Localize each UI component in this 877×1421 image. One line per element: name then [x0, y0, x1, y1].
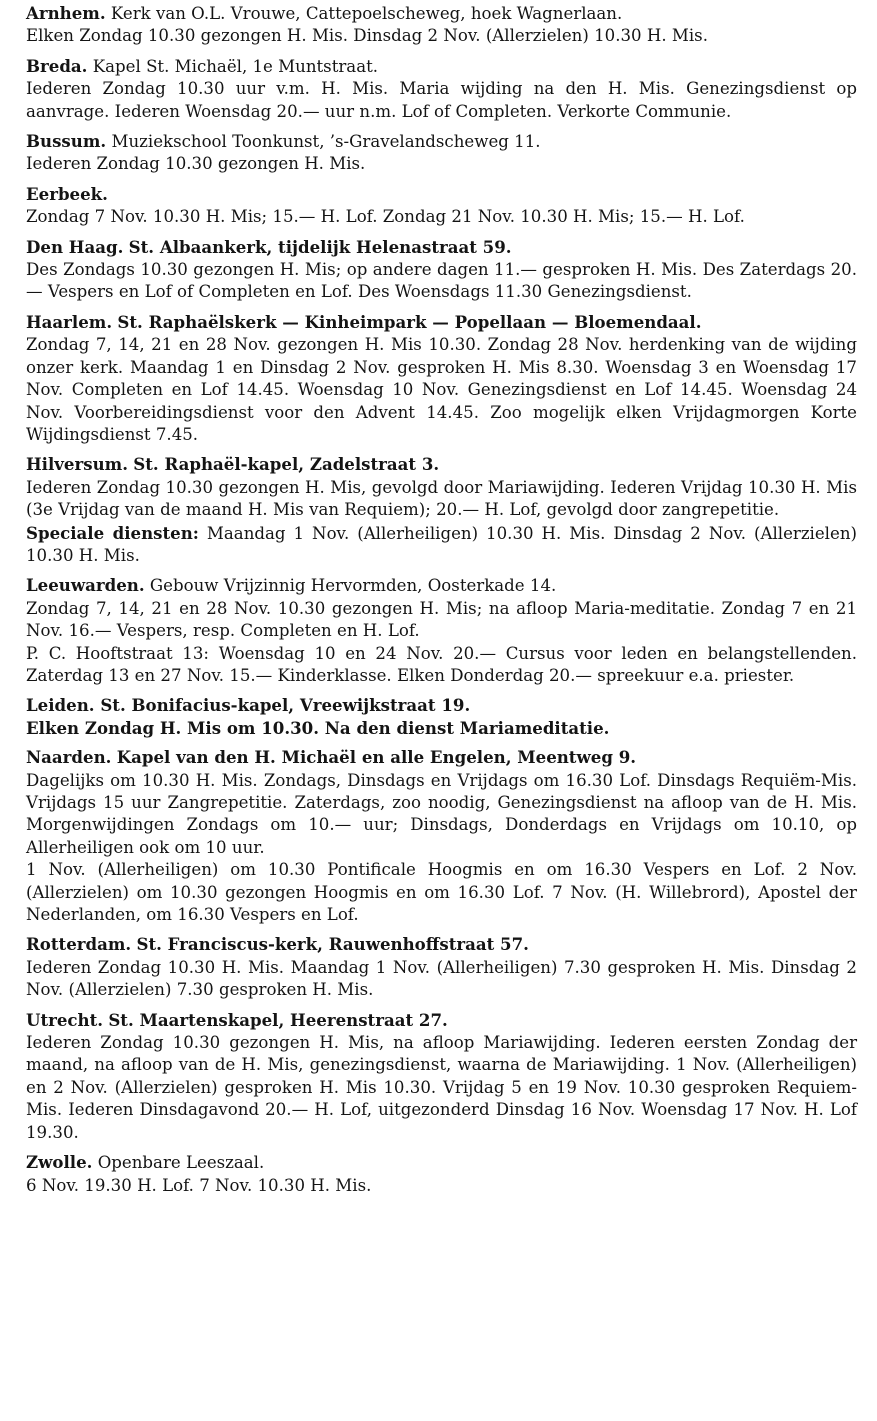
city-name: Breda.	[26, 55, 88, 76]
schedule-text: Zondag 7, 14, 21 en 28 Nov. gezongen H. Mis 10.30. Zondag 28 Nov. herdenking van de wijding onzer kerk. Maandag 1 en Dinsdag 2 Nov. gesproken H. Mis 8.30. Woensdag 3 en Woensdag 17 Nov. Completen en Lof 14.45. Woensdag 10 Nov. Genezingsdienst en Lof 14.45. Woensdag 24 Nov. Voorbereidingsdienst voor den Advent 14.45. Zoo mogelijk elken Vrijdagmorgen Korte Wijdingsdienst 7.45.	[26, 335, 857, 444]
location: Openbare Leeszaal.	[97, 1153, 265, 1173]
location: Kapel van den H. Michaël en alle Engelen, Meentweg 9.	[116, 747, 637, 768]
entry-rotterdam	[26, 933, 857, 1001]
entry-arnhem	[26, 2, 857, 48]
entry-heading	[26, 453, 857, 476]
entry-heading	[26, 694, 857, 716]
entry-hilversum	[26, 453, 857, 567]
schedule-text: Zondag 7, 14, 21 en 28 Nov. 10.30 gezongen H. Mis; na afloop Maria-meditatie. Zondag 7 en 21 Nov. 16.— Vespers, resp. Completen en H. Lof.	[26, 598, 857, 641]
city-name: Bussum.	[26, 131, 107, 152]
city-name: Naarden.	[26, 747, 112, 768]
city-name: Den Haag.	[26, 236, 124, 257]
entry-breda	[26, 55, 857, 123]
schedule-text: Elken Zondag 10.30 gezongen H. Mis. Dinsdag 2 Nov. (Allerzielen) 10.30 H. Mis.	[26, 26, 708, 46]
location: Kerk van O.L. Vrouwe, Cattepoelscheweg, hoek Wagnerlaan.	[110, 4, 623, 23]
schedule-text: P. C. Hooftstraat 13: Woensdag 10 en 24 Nov. 20.— Cursus voor leden en belangstellenden. Zaterdag 13 en 27 Nov. 15.— Kinderklasse. Elken Donderdag 20.— spreekuur e.a. priester.	[26, 643, 857, 685]
city-name: Zwolle.	[26, 1152, 93, 1173]
location: Muziekschool Toonkunst, ’s-Gravelandscheweg 11.	[111, 132, 541, 152]
entry-heading	[26, 183, 857, 206]
schedule-text: Dagelijks om 10.30 H. Mis. Zondags, Dinsdags en Vrijdags om 16.30 Lof. Dinsdags Requiëm-Mis. Vrijdags 15 uur Zangrepetitie. Zaterdags, zoo noodig, Genezingsdienst na afloop van de H. Mis. Morgenwijdingen Zondags om 10.— uur; Dinsdags, Donderdags en Vrijdags om 10.10, op Allerheiligen ook om 10 uur.	[26, 770, 857, 857]
city-name: Hilversum.	[26, 454, 128, 475]
entry-heading	[26, 746, 857, 769]
entry-leiden	[26, 694, 857, 739]
location: St. Franciscus-kerk, Rauwenhoffstraat 57.	[136, 934, 529, 955]
entry-haarlem	[26, 311, 857, 446]
entry-utrecht	[26, 1009, 857, 1144]
city-name: Rotterdam.	[26, 934, 132, 955]
entry-zwolle	[26, 1151, 857, 1197]
schedule-text: Des Zondags 10.30 gezongen H. Mis; op andere dagen 11.— gesproken H. Mis. Des Zaterdags 20.— Vespers en Lof of Completen en Lof. Des Woensdags 11.30 Genezingsdienst.	[26, 260, 857, 302]
schedule-text: Iederen Zondag 10.30 gezongen H. Mis.	[26, 154, 366, 174]
entry-heading	[26, 55, 857, 78]
special-services	[26, 522, 857, 568]
special-services-label: Speciale diensten:	[26, 522, 199, 543]
entry-heading	[26, 933, 857, 956]
location: St. Raphaël-kapel, Zadelstraat 3.	[133, 454, 440, 475]
schedule-text: Elken Zondag H. Mis om 10.30. Na den dienst Mariameditatie.	[26, 717, 610, 738]
entry-heading	[26, 2, 857, 25]
entry-den-haag	[26, 236, 857, 304]
entry-heading	[26, 574, 857, 597]
city-name: Utrecht.	[26, 1009, 104, 1030]
entry-heading	[26, 1151, 857, 1174]
location: Kapel St. Michaël, 1e Muntstraat.	[92, 56, 379, 76]
schedule-text: Iederen Zondag 10.30 gezongen H. Mis, gevolgd door Mariawijding. Iederen Vrijdag 10.30 H. Mis (3e Vrijdag van de maand H. Mis van Requiem); 20.— H. Lof, gevolgd door zangrepetitie.	[26, 477, 857, 520]
schedule-text: Zondag 7 Nov. 10.30 H. Mis; 15.— H. Lof. Zondag 21 Nov. 10.30 H. Mis; 15.— H. Lof.	[26, 207, 745, 227]
schedule-text: 1 Nov. (Allerheiligen) om 10.30 Pontificale Hoogmis en om 16.30 Vespers en Lof. 2 Nov. (Allerzielen) om 10.30 gezongen Hoogmis en om 16.30 Lof. 7 Nov. (H. Willebrord), Apostel der Nederlanden, om 16.30 Vespers en Lof.	[26, 860, 857, 925]
entry-heading	[26, 1009, 857, 1032]
city-name: Haarlem.	[26, 311, 113, 332]
entry-naarden	[26, 746, 857, 926]
location: St. Raphaëlskerk — Kinheimpark — Popellaan — Bloemendaal.	[117, 311, 702, 332]
location: St. Albaankerk, tijdelijk Helenastraat 59.	[128, 236, 512, 257]
special-services-text: Maandag 1 Nov. (Allerheiligen) 10.30 H. Mis. Dinsdag 2 Nov. (Allerzielen) 10.30 H. Mis.	[26, 523, 857, 565]
location: St. Bonifacius-kapel, Vreewijkstraat 19.	[100, 695, 471, 716]
city-name: Arnhem.	[26, 3, 106, 23]
entry-heading	[26, 130, 857, 153]
city-name: Leiden.	[26, 695, 95, 716]
location: Gebouw Vrijzinnig Hervormden, Oosterkade 14.	[149, 576, 557, 596]
location: St. Maartenskapel, Heerenstraat 27.	[108, 1009, 448, 1030]
schedule-text: 6 Nov. 19.30 H. Lof. 7 Nov. 10.30 H. Mis.	[26, 1175, 372, 1195]
entry-heading	[26, 311, 857, 334]
schedule-text: Iederen Zondag 10.30 uur v.m. H. Mis. Maria wijding na den H. Mis. Genezingsdienst op aanvrage. Iederen Woensdag 20.— uur n.m. Lof of Completen. Verkorte Communie.	[26, 79, 857, 121]
entry-eerbeek	[26, 183, 857, 229]
entry-bussum	[26, 130, 857, 176]
entry-heading	[26, 236, 857, 259]
schedule-text: Iederen Zondag 10.30 gezongen H. Mis, na afloop Mariawijding. Iederen eersten Zondag der maand, na afloop van de H. Mis, genezingsdienst, waarna de Mariawijding. 1 Nov. (Allerheiligen) en 2 Nov. (Allerzielen) gesproken H. Mis 10.30. Vrijdag 5 en 19 Nov. 10.30 gesproken Requiem-Mis. Iederen Dinsdagavond 20.— H. Lof, uitgezonderd Dinsdag 16 Nov. Woensdag 17 Nov. H. Lof 19.30.	[26, 1033, 857, 1142]
schedule-text: Iederen Zondag 10.30 H. Mis. Maandag 1 Nov. (Allerheiligen) 7.30 gesproken H. Mis. Dinsdag 2 Nov. (Allerzielen) 7.30 gesproken H. Mis.	[26, 957, 857, 1000]
city-name: Eerbeek.	[26, 183, 108, 204]
entry-leeuwarden	[26, 574, 857, 687]
city-name: Leeuwarden.	[26, 575, 145, 596]
